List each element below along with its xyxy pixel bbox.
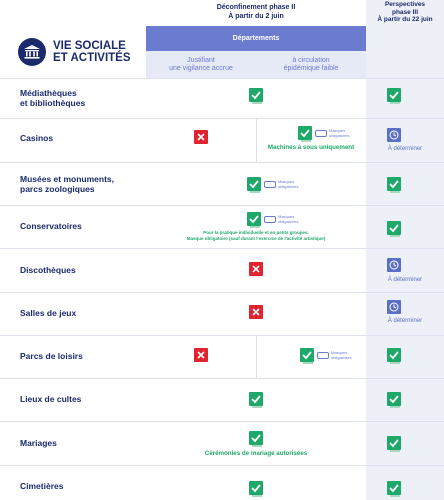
casinos-note: Machines à sous uniquement bbox=[267, 144, 355, 151]
phase2-date: À partir du 2 juin bbox=[228, 12, 284, 20]
green-check-icon bbox=[249, 431, 263, 445]
clock-icon bbox=[387, 300, 401, 314]
phase3-column-background bbox=[366, 26, 444, 500]
clock-icon bbox=[387, 128, 401, 142]
col-header-low-circulation: à circulation épidémique faible bbox=[256, 51, 366, 78]
mask-required: Masques obligatoires bbox=[315, 129, 349, 138]
mask-required: Masques obligatoires bbox=[317, 351, 351, 360]
row-label-discotheques: Discothèques bbox=[20, 265, 76, 275]
phase3-date: À partir du 22 juin bbox=[377, 16, 433, 23]
green-check-icon bbox=[249, 392, 263, 406]
row-label-mariages: Mariages bbox=[20, 438, 57, 448]
conservatoires-note: Pour la pratique individuelle et en petits groupes. Masque obligatoire (sauf durant l'exercice de l'activité artistique) bbox=[186, 230, 326, 241]
row-divider bbox=[0, 162, 444, 163]
clock-icon bbox=[387, 258, 401, 272]
top-header bbox=[0, 0, 444, 26]
row-label-cimetieres: Cimetières bbox=[20, 481, 64, 491]
phase3-title-1: Perspectives bbox=[384, 1, 426, 8]
green-check-icon bbox=[247, 177, 261, 191]
green-check-icon bbox=[298, 126, 312, 140]
green-check-icon bbox=[387, 221, 401, 235]
row-label-conservatoires: Conservatoires bbox=[20, 221, 82, 231]
phase3-title-2: phase III bbox=[391, 8, 418, 16]
mariages-note: Cérémonies de mariage autorisées bbox=[204, 450, 308, 457]
page-title: VIE SOCIALE ET ACTIVITÉS bbox=[53, 40, 131, 64]
column-divider bbox=[256, 335, 257, 378]
mask-required: Masques obligatoires bbox=[264, 180, 298, 189]
col-header-vigilance: Justifiant une vigilance accrue bbox=[146, 51, 256, 78]
row-label-lieux-de-cultes: Lieux de cultes bbox=[20, 394, 82, 404]
green-check-icon bbox=[387, 348, 401, 362]
row-label-parcs-de-loisirs: Parcs de loisirs bbox=[20, 351, 83, 361]
row-divider bbox=[0, 292, 444, 293]
row-divider bbox=[0, 335, 444, 336]
green-check-icon bbox=[387, 392, 401, 406]
green-check-icon bbox=[387, 436, 401, 450]
section-title bbox=[0, 26, 146, 78]
row-divider bbox=[0, 118, 444, 119]
red-cross-icon bbox=[249, 262, 263, 276]
phase3-header bbox=[366, 0, 444, 26]
row-label-mediatheques: Médiathèques et bibliothèques bbox=[20, 88, 86, 108]
to-be-determined: À déterminer bbox=[387, 146, 423, 152]
mask-icon bbox=[264, 216, 276, 223]
green-check-icon bbox=[249, 88, 263, 102]
green-check-icon bbox=[387, 481, 401, 495]
red-cross-icon bbox=[249, 305, 263, 319]
green-check-icon bbox=[249, 481, 263, 495]
row-divider bbox=[0, 378, 444, 379]
mask-icon bbox=[264, 181, 276, 188]
row-label-salles-de-jeux: Salles de jeux bbox=[20, 308, 77, 318]
red-cross-icon bbox=[194, 130, 208, 144]
red-cross-icon bbox=[194, 348, 208, 362]
row-label-casinos: Casinos bbox=[20, 133, 54, 143]
row-label-musees: Musées et monuments, parcs zoologiques bbox=[20, 174, 114, 194]
mask-icon bbox=[317, 352, 329, 359]
green-check-icon bbox=[387, 88, 401, 102]
row-divider bbox=[0, 78, 444, 79]
mask-icon bbox=[315, 130, 327, 137]
green-check-icon bbox=[247, 212, 261, 226]
green-check-icon bbox=[300, 348, 314, 362]
departments-header: Départements bbox=[146, 26, 366, 51]
mask-required: Masques obligatoires bbox=[264, 215, 298, 224]
column-divider bbox=[256, 118, 257, 162]
building-icon bbox=[18, 38, 46, 66]
row-divider bbox=[0, 248, 444, 249]
to-be-determined: À déterminer bbox=[387, 318, 423, 324]
phase2-header bbox=[146, 0, 366, 26]
row-divider bbox=[0, 421, 444, 422]
green-check-icon bbox=[387, 177, 401, 191]
phase2-title: Déconfinement phase II bbox=[216, 4, 296, 11]
row-divider bbox=[0, 205, 444, 206]
to-be-determined: À déterminer bbox=[387, 277, 423, 283]
row-divider bbox=[0, 465, 444, 466]
